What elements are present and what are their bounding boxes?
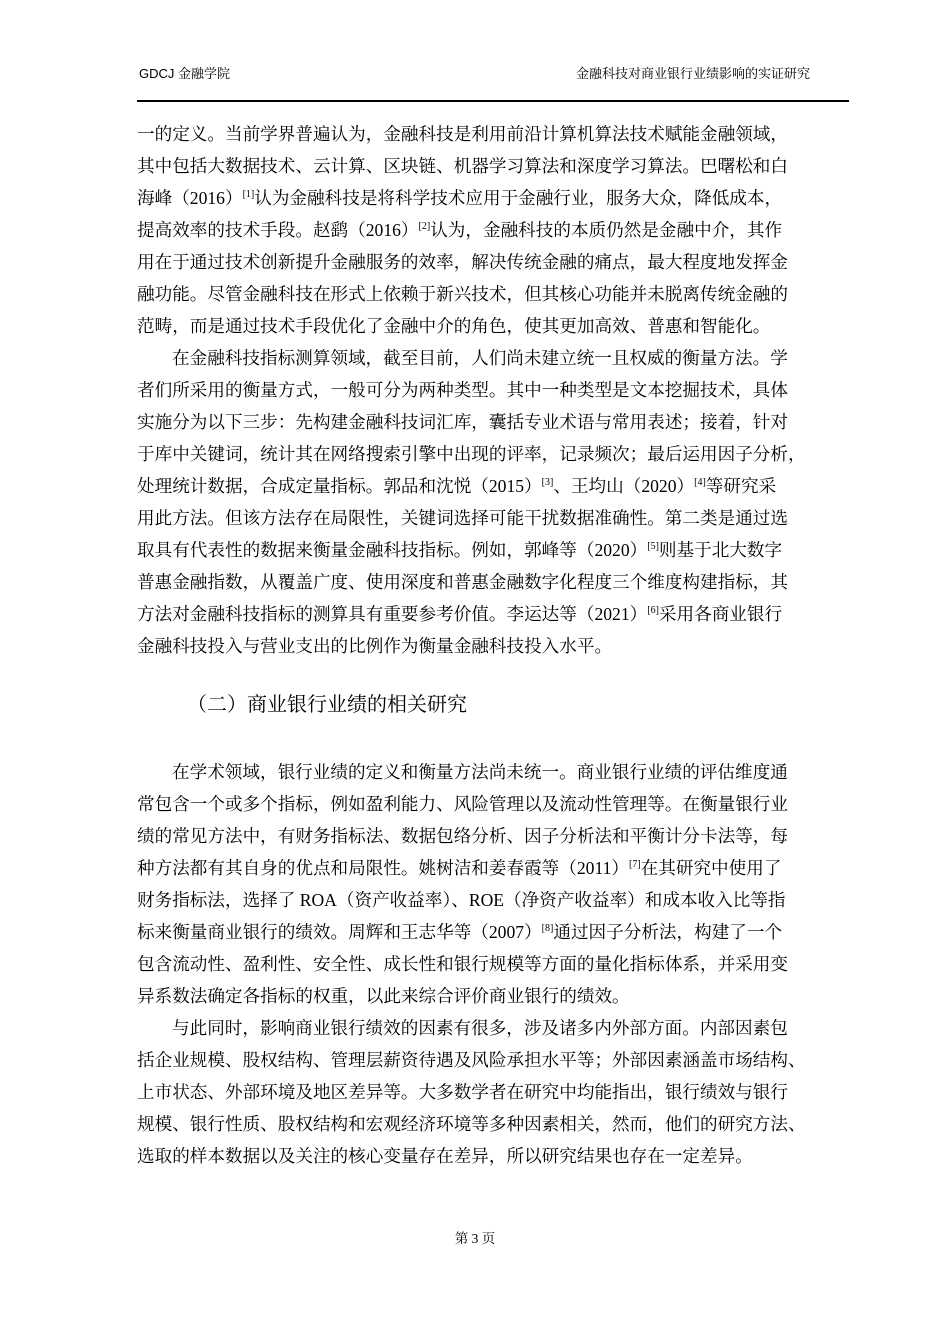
text-line: 在学术领域，银行业绩的定义和衡量方法尚未统一。商业银行业绩的评估维度通 (172, 762, 788, 782)
paragraph-fintech-definition (137, 118, 849, 342)
text-line: 选取的样本数据以及关注的核心变量存在差异，所以研究结果也存在一定差异。 (137, 1146, 753, 1166)
text-line: 上市状态、外部环境及地区差异等。大多数学者在研究中均能指出，银行绩效与银行 (137, 1082, 788, 1102)
text-line: 普惠金融指数，从覆盖广度、使用深度和普惠金融数字化程度三个维度构建指标，其 (137, 572, 788, 592)
citation-marker: [2] (418, 221, 431, 232)
section-heading: （二）商业银行业绩的相关研究 (187, 692, 467, 716)
text-line: 处理统计数据，合成定量指标。郭品和沈悦（2015）[3]、王均山（2020）[4]等研究采 (137, 476, 777, 496)
text-line: 用在于通过技术创新提升金融服务的效率，解决传统金融的痛点，最大程度地发挥金 (137, 252, 788, 272)
text-line: 包含流动性、盈利性、安全性、成长性和银行规模等方面的量化指标体系，并采用变 (137, 954, 788, 974)
text-line: 异系数法确定各指标的权重，以此来综合评价商业银行的绩效。 (137, 986, 630, 1006)
text-line: 绩的常见方法中，有财务指标法、数据包络分析、因子分析法和平衡计分卡法等，每 (137, 826, 788, 846)
text-line: 于库中关键词，统计其在网络搜索引擎中出现的评率，记录频次；最后运用因子分析， (137, 444, 806, 464)
citation-marker: [6] (647, 605, 659, 616)
text-line: 标来衡量商业银行的绩效。周辉和王志华等（2007）[8]通过因子分析法，构建了一个 (137, 922, 783, 942)
text-line: 者们所采用的衡量方式，一般可分为两种类型。其中一种类型是文本挖掘技术，具体 (137, 380, 788, 400)
paragraph-performance-factors (137, 1012, 849, 1172)
citation-marker: [7] (628, 859, 641, 870)
text-line: 规模、银行性质、股权结构和宏观经济环境等多种因素相关，然而，他们的研究方法、 (137, 1114, 806, 1134)
text-line: 其中包括大数据技术、云计算、区块链、机器学习算法和深度学习算法。巴曙松和白 (137, 156, 788, 176)
citation-marker: [1] (242, 189, 255, 200)
text-line: 取具有代表性的数据来衡量金融科技指标。例如，郭峰等（2020）[5]则基于北大数字 (137, 540, 783, 560)
header-institution: GDCJ 金融学院 (139, 66, 231, 81)
text-line: 融功能。尽管金融科技在形式上依赖于新兴技术，但其核心功能并未脱离传统金融的 (137, 284, 788, 304)
text-line: 财务指标法，选择了 ROA（资产收益率）、ROE（净资产收益率）和成本收入比等指 (137, 890, 786, 910)
text-line: 在金融科技指标测算领域，截至目前，人们尚未建立统一且权威的衡量方法。学 (172, 348, 788, 368)
citation-marker: [5] (647, 541, 659, 552)
text-line: 与此同时，影响商业银行绩效的因素有很多，涉及诸多内外部方面。内部因素包 (172, 1018, 788, 1038)
text-line: 用此方法。但该方法存在局限性，关键词选择可能干扰数据准确性。第二类是通过选 (137, 508, 788, 528)
text-line: 种方法都有其自身的优点和局限性。姚树洁和姜春霞等（2011）[7]在其研究中使用了 (137, 858, 782, 878)
text-line: 范畴，而是通过技术手段优化了金融中介的角色，使其更加高效、普惠和智能化。 (137, 316, 771, 336)
text-line: 一的定义。当前学界普遍认为，金融科技是利用前沿计算机算法技术赋能金融领域， (137, 124, 788, 144)
text-line: 括企业规模、股权结构、管理层薪资待遇及风险承担水平等；外部因素涵盖市场结构、 (137, 1050, 806, 1070)
text-line: 常包含一个或多个指标，例如盈利能力、风险管理以及流动性管理等。在衡量银行业 (137, 794, 788, 814)
page-number: 第 3 页 (454, 1231, 496, 1246)
paragraph-fintech-measurement (137, 342, 849, 662)
text-line: 金融科技投入与营业支出的比例作为衡量金融科技投入水平。 (137, 636, 613, 656)
header-rule (137, 100, 849, 102)
text-line: 提高效率的技术手段。赵鹞（2016）[2]认为，金融科技的本质仍然是金融中介，其作 (137, 220, 783, 240)
text-line: 实施分为以下三步：先构建金融科技词汇库，囊括专业术语与常用表述；接着，针对 (137, 412, 788, 432)
text-line: 海峰（2016）[1]认为金融科技是将科学技术应用于金融行业，服务大众，降低成本， (137, 188, 783, 208)
citation-marker: [8] (541, 923, 554, 934)
citation-marker: [4] (694, 477, 706, 488)
text-line: 方法对金融科技指标的测算具有重要参考价值。李运达等（2021）[6]采用各商业银行 (137, 604, 783, 624)
header-thesis-title: 金融科技对商业银行业绩影响的实证研究 (575, 66, 810, 81)
paragraph-bank-performance-definition (137, 756, 849, 1012)
citation-marker: [3] (541, 477, 554, 488)
